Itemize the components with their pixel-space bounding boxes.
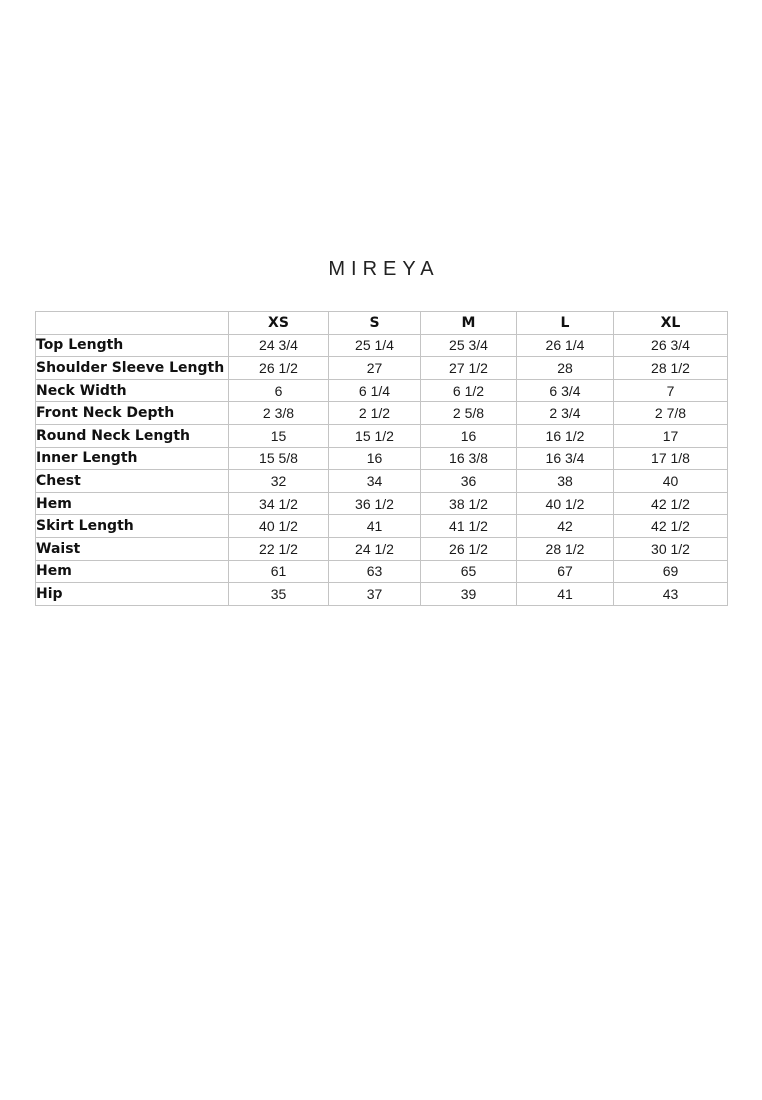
table-cell: 2 3/8 xyxy=(229,402,329,425)
table-cell: 28 1/2 xyxy=(517,537,614,560)
table-cell: 6 1/2 xyxy=(421,379,517,402)
table-row xyxy=(36,537,728,560)
table-cell: 28 1/2 xyxy=(614,357,728,380)
table-cell: 36 1/2 xyxy=(329,492,421,515)
table-cell: 15 5/8 xyxy=(229,447,329,470)
table-cell: 27 1/2 xyxy=(421,357,517,380)
table-cell: 25 3/4 xyxy=(421,334,517,357)
row-label: Skirt Length xyxy=(36,515,229,538)
table-cell: 63 xyxy=(329,560,421,583)
table-cell: 34 xyxy=(329,470,421,493)
table-cell: 26 1/2 xyxy=(421,537,517,560)
size-chart-body xyxy=(36,334,728,605)
row-label: Shoulder Sleeve Length xyxy=(36,357,229,380)
table-cell: 65 xyxy=(421,560,517,583)
table-cell: 2 7/8 xyxy=(614,402,728,425)
table-row xyxy=(36,560,728,583)
row-label: Front Neck Depth xyxy=(36,402,229,425)
table-cell: 38 xyxy=(517,470,614,493)
table-cell: 30 1/2 xyxy=(614,537,728,560)
table-row xyxy=(36,334,728,357)
table-cell: 16 3/8 xyxy=(421,447,517,470)
table-cell: 42 1/2 xyxy=(614,492,728,515)
column-header: L xyxy=(517,312,614,335)
table-cell: 26 3/4 xyxy=(614,334,728,357)
row-label: Hip xyxy=(36,583,229,606)
table-row xyxy=(36,379,728,402)
table-cell: 37 xyxy=(329,583,421,606)
column-header: XL xyxy=(614,312,728,335)
table-cell: 17 xyxy=(614,424,728,447)
table-cell: 41 xyxy=(329,515,421,538)
table-row xyxy=(36,357,728,380)
table-cell: 35 xyxy=(229,583,329,606)
table-cell: 16 xyxy=(329,447,421,470)
table-cell: 36 xyxy=(421,470,517,493)
table-cell: 16 1/2 xyxy=(517,424,614,447)
table-cell: 41 xyxy=(517,583,614,606)
row-label: Round Neck Length xyxy=(36,424,229,447)
table-cell: 43 xyxy=(614,583,728,606)
table-row xyxy=(36,424,728,447)
table-cell: 16 3/4 xyxy=(517,447,614,470)
row-label: Chest xyxy=(36,470,229,493)
table-cell: 2 3/4 xyxy=(517,402,614,425)
table-cell: 25 1/4 xyxy=(329,334,421,357)
table-cell: 6 xyxy=(229,379,329,402)
table-cell: 61 xyxy=(229,560,329,583)
column-header: S xyxy=(329,312,421,335)
table-cell: 32 xyxy=(229,470,329,493)
table-cell: 24 1/2 xyxy=(329,537,421,560)
table-row xyxy=(36,470,728,493)
table-cell: 26 1/4 xyxy=(517,334,614,357)
table-cell: 42 xyxy=(517,515,614,538)
table-cell: 24 3/4 xyxy=(229,334,329,357)
table-cell: 67 xyxy=(517,560,614,583)
row-label: Top Length xyxy=(36,334,229,357)
table-cell: 69 xyxy=(614,560,728,583)
table-cell: 15 xyxy=(229,424,329,447)
table-cell: 38 1/2 xyxy=(421,492,517,515)
column-header: XS xyxy=(229,312,329,335)
row-label: Hem xyxy=(36,492,229,515)
table-row xyxy=(36,583,728,606)
table-cell: 34 1/2 xyxy=(229,492,329,515)
table-cell: 40 1/2 xyxy=(229,515,329,538)
row-label: Hem xyxy=(36,560,229,583)
table-row xyxy=(36,515,728,538)
column-header: M xyxy=(421,312,517,335)
table-cell: 2 5/8 xyxy=(421,402,517,425)
table-row xyxy=(36,492,728,515)
header-row xyxy=(36,312,728,335)
table-row xyxy=(36,402,728,425)
table-cell: 27 xyxy=(329,357,421,380)
table-cell: 6 3/4 xyxy=(517,379,614,402)
table-cell: 39 xyxy=(421,583,517,606)
table-cell: 6 1/4 xyxy=(329,379,421,402)
page-title: MIREYA xyxy=(328,258,440,280)
table-cell: 22 1/2 xyxy=(229,537,329,560)
row-label: Inner Length xyxy=(36,447,229,470)
size-chart-table xyxy=(35,311,728,606)
table-row xyxy=(36,447,728,470)
table-cell: 26 1/2 xyxy=(229,357,329,380)
table-cell: 40 1/2 xyxy=(517,492,614,515)
row-label: Waist xyxy=(36,537,229,560)
table-cell: 42 1/2 xyxy=(614,515,728,538)
header-corner-cell xyxy=(36,312,229,335)
table-cell: 15 1/2 xyxy=(329,424,421,447)
table-cell: 16 xyxy=(421,424,517,447)
table-cell: 7 xyxy=(614,379,728,402)
table-cell: 28 xyxy=(517,357,614,380)
table-cell: 40 xyxy=(614,470,728,493)
row-label: Neck Width xyxy=(36,379,229,402)
table-cell: 17 1/8 xyxy=(614,447,728,470)
table-cell: 2 1/2 xyxy=(329,402,421,425)
table-cell: 41 1/2 xyxy=(421,515,517,538)
